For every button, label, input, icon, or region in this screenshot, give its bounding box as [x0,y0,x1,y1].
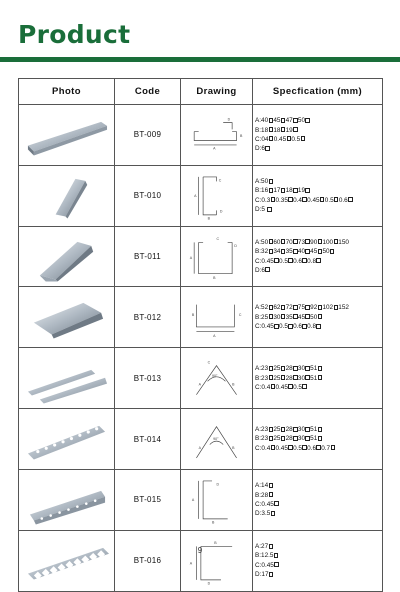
spec-value: 50 [310,313,318,321]
table-row [19,105,383,166]
spec-label: B: [255,374,262,382]
checkbox-square-icon [316,324,320,329]
spec-label: B: [255,552,262,560]
spec-value: 0.4 [293,196,302,204]
checkbox-square-icon [331,445,335,450]
spec-value: 0.8 [307,257,317,265]
spec-line [255,481,382,490]
spec-label: C: [255,196,262,204]
spec-value: 60 [273,238,281,246]
spec-value: 23 [261,426,269,434]
spec-value: 0.5 [279,257,288,265]
svg-text:A: A [213,146,216,151]
specification-cell [253,409,383,470]
spec-line [255,144,382,153]
spec-value: 0.45 [275,444,288,452]
checkbox-square-icon [271,511,275,516]
profile-drawing [181,348,253,409]
spec-value: 45 [273,117,281,125]
svg-text:90°: 90° [213,437,219,442]
spec-label: C: [255,444,262,452]
spec-value: 25 [261,313,269,321]
svg-text:B: B [232,446,235,451]
spec-value: 0.5 [293,444,302,452]
spec-label: D: [255,145,262,153]
checkbox-square-icon [281,127,285,132]
svg-text:B: B [214,540,217,545]
spec-value: 51 [310,365,318,373]
svg-text:90°: 90° [212,374,218,379]
specification-cell [253,348,383,409]
spec-label: A: [255,304,262,312]
spec-line [255,126,382,135]
spec-value: 25 [273,435,281,443]
product-photo [19,469,115,530]
column-header-specification: Specfication (mm) [253,79,383,105]
spec-label: A: [255,117,262,125]
checkbox-square-icon [293,314,297,319]
checkbox-square-icon [269,179,273,184]
spec-value: 04 [261,135,269,143]
checkbox-square-icon [293,118,297,123]
spec-value: 6 [261,145,265,153]
checkbox-square-icon [348,197,352,202]
spec-value: 0.45 [261,257,274,265]
checkbox-square-icon [301,136,305,141]
checkbox-square-icon [274,258,278,263]
svg-text:A: A [213,334,216,339]
specification-cell [253,287,383,348]
specification-cell [253,165,383,226]
spec-value: 51 [310,435,318,443]
checkbox-square-icon [281,427,285,432]
spec-value: 30 [297,435,305,443]
spec-value: 0.45 [273,135,287,143]
checkbox-square-icon [269,492,273,497]
checkbox-square-icon [281,118,285,123]
spec-line [255,500,382,509]
spec-line [255,135,382,144]
spec-value: 100 [322,238,334,246]
svg-text:C: C [216,236,220,241]
spec-label: A: [255,365,262,373]
spec-label: B: [255,491,262,499]
product-code: BT-012 [115,287,181,348]
spec-label: B: [255,187,262,195]
product-photo [19,226,115,287]
product-code: BT-014 [115,409,181,470]
spec-value: 0.45 [275,383,288,391]
table-row [19,409,383,470]
product-photo [19,409,115,470]
profile-drawing [181,105,253,166]
spec-value: 0.8 [307,323,317,331]
profile-drawing [181,287,253,348]
spec-value: 70 [285,238,293,246]
spec-value: 0.5 [293,383,302,391]
product-photo [19,348,115,409]
spec-label: C: [255,135,262,143]
spec-value: 18 [261,126,269,134]
spec-label: D: [255,206,262,214]
svg-text:D: D [207,581,211,586]
svg-text:A: A [191,497,195,502]
checkbox-square-icon [281,188,285,193]
spec-line [255,266,382,275]
spec-value: 28 [285,435,293,443]
checkbox-square-icon [281,249,285,254]
spec-value: 28 [261,491,269,499]
spec-line [255,116,382,125]
product-photo [19,530,115,591]
spec-value: 0.6 [307,444,317,452]
spec-line [255,444,382,453]
checkbox-square-icon [293,375,297,380]
checkbox-square-icon [334,197,338,202]
title-underline [0,57,400,62]
specification-cell [253,105,383,166]
checkbox-square-icon [269,136,273,141]
svg-text:A: A [189,255,193,260]
checkbox-square-icon [281,239,285,244]
svg-text:B: B [212,520,215,525]
checkbox-square-icon [293,188,297,193]
column-header-code: Code [115,79,181,105]
spec-value: 0.6 [338,196,348,204]
svg-text:A: A [198,446,202,451]
page-number: 9 [197,546,203,555]
checkbox-square-icon [269,483,273,488]
spec-value: 50 [261,178,269,186]
spec-value: 102 [322,304,334,312]
spec-value: 47 [285,117,293,125]
spec-value: 0.6 [293,323,302,331]
svg-text:D: D [227,117,231,122]
spec-value: 28 [285,426,293,434]
spec-value: 0.3 [261,196,271,204]
checkbox-square-icon [320,197,324,202]
checkbox-square-icon [318,375,322,380]
table-row [19,348,383,409]
spec-line [255,303,382,312]
spec-value: 40 [297,248,305,256]
spec-label: B: [255,313,262,321]
specification-cell [253,530,383,591]
spec-value: 19 [285,126,293,134]
svg-text:C: C [207,360,211,365]
spec-line [255,177,382,186]
svg-text:B: B [207,216,210,221]
spec-value: 50 [261,238,269,246]
spec-value: 0.5 [291,135,301,143]
spec-value: 6 [261,266,265,274]
spec-line [255,186,382,195]
svg-text:D: D [216,482,220,487]
checkbox-square-icon [318,427,322,432]
checkbox-square-icon [281,305,285,310]
product-photo [19,105,115,166]
spec-value: 51 [310,374,318,382]
spec-line [255,491,382,500]
spec-value: 14 [261,482,269,490]
profile-drawing [181,226,253,287]
svg-text:B: B [213,275,216,280]
spec-line [255,238,382,247]
spec-value: 152 [338,304,349,312]
spec-value: 0.7 [321,444,331,452]
checkbox-square-icon [302,384,306,389]
spec-line [255,570,382,579]
checkbox-square-icon [274,501,278,506]
svg-text:B: B [239,134,243,139]
spec-value: 45 [297,313,305,321]
product-code: BT-015 [115,469,181,530]
spec-value: 73 [297,238,305,246]
spec-value: 51 [310,426,318,434]
product-photo [19,165,115,226]
spec-label: A: [255,238,262,246]
spec-value: 0.4 [261,383,271,391]
spec-value: 62 [273,304,281,312]
checkbox-square-icon [274,324,278,329]
spec-value: 17 [273,187,281,195]
product-code: BT-016 [115,530,181,591]
spec-line [255,313,382,322]
checkbox-square-icon [318,314,322,319]
table-row [19,287,383,348]
spec-value: 0.5 [279,323,288,331]
column-header-drawing: Drawing [181,79,253,105]
spec-value: 50 [297,117,305,125]
checkbox-square-icon [265,146,269,151]
table-row [19,469,383,530]
spec-value: 12.5 [261,552,274,560]
spec-value: 25 [273,365,281,373]
table-row [19,530,383,591]
product-spec-table [18,78,383,592]
spec-label: A: [255,482,262,490]
specification-cell [253,469,383,530]
svg-text:B: B [191,313,195,318]
product-code: BT-011 [115,226,181,287]
svg-text:A: A [189,561,193,566]
spec-line [255,247,382,256]
spec-value: 23 [261,365,269,373]
spec-label: C: [255,383,262,391]
spec-value: 28 [285,374,293,382]
checkbox-square-icon [318,366,322,371]
spec-line [255,196,382,205]
column-header-photo: Photo [19,79,115,105]
spec-line [255,205,382,214]
checkbox-square-icon [293,436,297,441]
checkbox-square-icon [265,267,269,272]
spec-value: 25 [273,374,281,382]
checkbox-square-icon [281,366,285,371]
spec-value: 34 [273,248,281,256]
spec-value: 0.4 [261,444,271,452]
table-row [19,226,383,287]
checkbox-square-icon [330,249,334,254]
checkbox-square-icon [267,207,271,212]
profile-drawing [181,409,253,470]
spec-label: B: [255,126,262,134]
svg-text:B: B [232,383,235,388]
spec-line [255,364,382,373]
spec-value: 5 [261,206,267,214]
spec-line [255,561,382,570]
spec-value: 75 [297,304,305,312]
spec-value: 90 [310,238,318,246]
page-title: Product [18,20,131,49]
checkbox-square-icon [316,258,320,263]
checkbox-square-icon [293,239,297,244]
svg-text:C: C [238,313,242,318]
spec-label: D: [255,571,262,578]
checkbox-square-icon [281,436,285,441]
spec-label: C: [255,500,262,508]
svg-text:A: A [198,383,202,388]
spec-value: 28 [285,365,293,373]
spec-value: 32 [261,248,269,256]
spec-label: B: [255,248,262,256]
checkbox-square-icon [293,366,297,371]
spec-line [255,257,382,266]
specification-cell [253,226,383,287]
spec-value: 52 [261,304,269,312]
product-code: BT-010 [115,165,181,226]
spec-label: A: [255,543,262,551]
spec-line [255,425,382,434]
spec-value: 30 [297,365,305,373]
spec-label: A: [255,426,262,434]
spec-label: C: [255,323,262,331]
spec-value: 23 [261,374,269,382]
spec-value: 18 [285,187,293,195]
checkbox-square-icon [281,314,285,319]
spec-line [255,383,382,392]
spec-value: 0.5 [324,196,334,204]
spec-value: 19 [297,187,305,195]
spec-value: 45 [310,248,318,256]
spec-value: 27 [261,543,269,551]
spec-value: 35 [285,248,293,256]
spec-value: 0.45 [261,561,274,569]
spec-value: 23 [261,435,269,443]
spec-line [255,509,382,518]
checkbox-square-icon [269,572,273,577]
checkbox-square-icon [318,436,322,441]
product-code: BT-009 [115,105,181,166]
spec-value: 30 [273,313,281,321]
checkbox-square-icon [293,127,297,132]
spec-value: 150 [338,238,349,246]
spec-line [255,374,382,383]
spec-label: C: [255,257,262,265]
checkbox-square-icon [305,188,309,193]
spec-label: C: [255,561,262,569]
spec-value: 0.35 [275,196,288,204]
spec-value: 16 [261,187,269,195]
profile-drawing [181,530,253,591]
table-header-row [19,79,383,105]
spec-value: 18 [273,126,281,134]
spec-label: D: [255,510,262,518]
spec-label: B: [255,435,262,443]
product-photo [19,287,115,348]
checkbox-square-icon [293,249,297,254]
svg-text:D: D [234,243,237,248]
spec-value: 35 [285,313,293,321]
spec-value: 17 [261,571,269,578]
checkbox-square-icon [281,375,285,380]
spec-value: 30 [297,374,305,382]
spec-value: 25 [273,426,281,434]
checkbox-square-icon [274,562,278,567]
svg-text:D: D [219,209,223,214]
spec-label: A: [255,178,262,186]
table-row [19,165,383,226]
spec-line [255,434,382,443]
spec-line [255,322,382,331]
spec-value: 72 [285,304,293,312]
spec-value: 0.45 [261,323,274,331]
spec-value: 3.5 [261,510,271,518]
product-code: BT-013 [115,348,181,409]
checkbox-square-icon [293,305,297,310]
spec-value: 40 [261,117,269,125]
profile-drawing [181,469,253,530]
svg-text:C: C [218,178,222,183]
spec-value: 50 [322,248,330,256]
checkbox-square-icon [293,427,297,432]
profile-drawing [181,165,253,226]
spec-value: 92 [310,304,318,312]
spec-value: 30 [297,426,305,434]
checkbox-square-icon [305,118,309,123]
spec-value: 0.45 [261,500,274,508]
svg-text:A: A [194,193,197,198]
spec-label: D: [255,266,262,274]
spec-value: 0.45 [307,196,320,204]
spec-value: 0.6 [293,257,302,265]
